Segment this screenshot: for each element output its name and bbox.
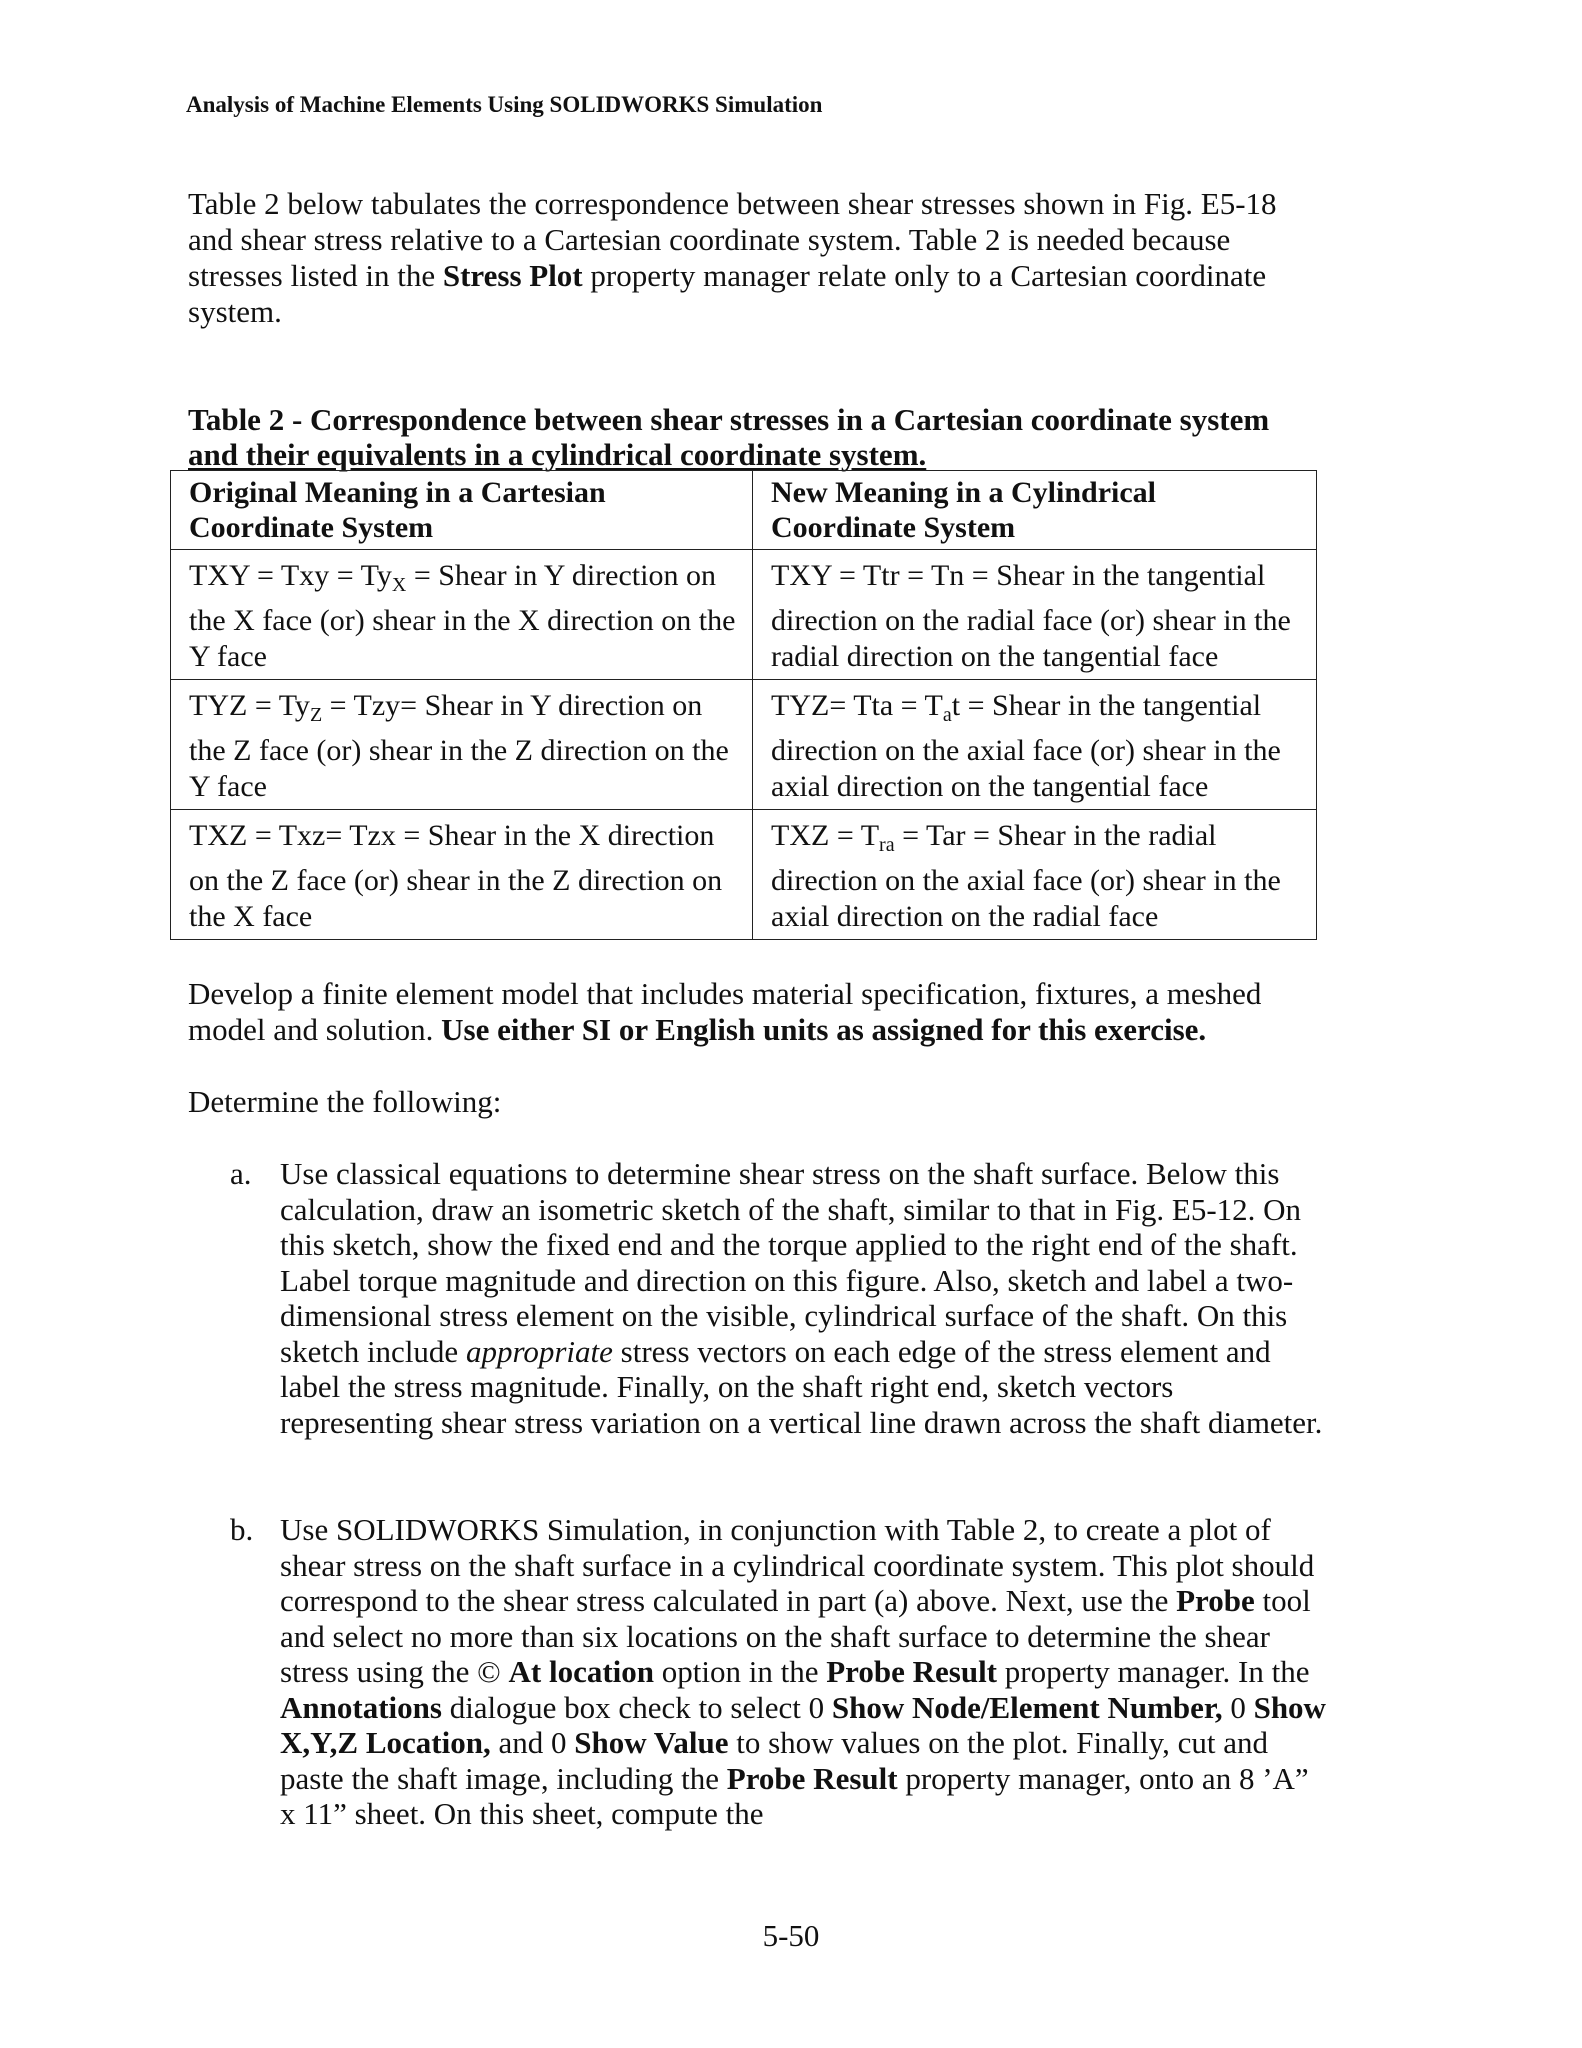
cartesian-cell [171, 810, 753, 940]
stress-plot-term: Stress Plot [442, 258, 583, 293]
cell-text: = [403, 819, 421, 852]
cell-subscript: X [391, 574, 407, 596]
cell-text: Tzy= Shear in Y direction on the Z face (or) shear in the Z direction on the Y face [189, 689, 729, 803]
cell-text [322, 689, 330, 722]
cylindrical-cell [753, 550, 1317, 680]
list-item-a [230, 1156, 1330, 1440]
cell-text: = [325, 819, 343, 852]
cell-text: TXY = Ttr [771, 559, 908, 592]
cell-subscript: ra [879, 834, 895, 856]
units-instruction: Use either SI or English units as assigned for this exercise. [441, 1012, 1207, 1047]
list-marker-a: a. [230, 1156, 252, 1191]
cell-text: = [900, 689, 918, 722]
item-b-text: to show values on the plot. Finally, cut and paste the shaft image, including the [280, 1725, 1269, 1796]
item-b-text: tool and select no more than six locations on the shaft surface to determine the shear stress using the © [280, 1583, 1311, 1689]
cell-text: TXZ = T [771, 819, 880, 852]
cell-subscript: a [942, 704, 952, 726]
cell-text: = [967, 689, 985, 722]
list-marker-b: b. [230, 1512, 254, 1547]
cell-text: TXY = Txy [189, 559, 337, 592]
item-a-text-2: stress vectors on each edge of the stress element and label the stress magnitude. Finally, on the shaft right end, sketch vectors representing shear stress variation on a vertical line drawn across the shaft diameter. [280, 1333, 1323, 1440]
table-caption-line-2: and their equivalents in a cylindrical coordinate system. [188, 437, 927, 472]
item-b-bold: Probe Result [826, 1654, 998, 1689]
cell-text: = [336, 559, 354, 592]
item-b-text: and 0 [490, 1725, 575, 1760]
item-b-bold: Show X,Y,Z Location, [280, 1689, 1326, 1760]
item-b-bold: Show Node/Element Number, [831, 1689, 1223, 1725]
cell-text: TYZ = Ty [189, 689, 310, 722]
task-list [230, 1156, 1330, 1440]
cell-text: Shear in the X direction on the Z face (or) shear in the Z direction on the X face [189, 819, 723, 933]
header-cartesian: Original Meaning in a Cartesian Coordinate System [171, 471, 753, 550]
item-b-bold: Annotations [280, 1689, 442, 1725]
cell-text: Tn [924, 559, 972, 592]
cell-text [895, 819, 903, 852]
cell-text: TXZ = Txz [189, 819, 326, 852]
page-number: 5-50 [762, 1918, 820, 1953]
header-cylindrical: New Meaning in a Cylindrical Coordinate System [753, 471, 1317, 550]
cartesian-cell [171, 680, 753, 810]
item-b-text: Use SOLIDWORKS Simulation, in conjunction with Table 2, to create a plot of shear stress on the shaft surface in a cylindrical coordinate system. This plot should correspond to the shear stress calculated in part (a) above. Next, use the [280, 1512, 1315, 1618]
table-caption-line-1: Table 2 - Correspondence between shear stresses in a Cartesian coordinate system [188, 402, 1270, 437]
table-header-row [171, 471, 1317, 550]
item-b-bold: Show Value [574, 1725, 729, 1760]
model-text: Develop a finite element model that includes material specification, fixtures, a meshed model and solution. [188, 976, 1262, 1047]
cell-text: Tar = Shear in the radial direction on the axial face (or) shear in the axial direction on the radial face [771, 819, 1281, 933]
table-row [171, 550, 1317, 680]
cell-text: Shear in Y direction on the X face (or) shear in the X direction on the Y face [189, 559, 736, 673]
intro-text-1: Table 2 below tabulates the correspondence between shear stresses shown in Fig. E5-18 and shear stress relative to a Cartesian coordinate system. Table 2 is needed because stresses listed in the [188, 186, 1277, 293]
cell-text: = [329, 689, 347, 722]
cell-text: TYZ= Tta [771, 689, 901, 722]
intro-paragraph [188, 186, 1328, 330]
cell-text: Shear in the tangential direction on the axial face (or) shear in the axial direction on the tangential face [771, 689, 1281, 803]
list-item-b [230, 1512, 1330, 1832]
cell-text: = [907, 559, 924, 592]
task-list-b [230, 1512, 1330, 1832]
item-b-text: option in the [654, 1654, 827, 1689]
intro-text-2: property manager relate only to a Cartesian coordinate system. [188, 258, 1267, 329]
item-b-bold: Probe Result [726, 1760, 898, 1796]
model-paragraph [188, 976, 1328, 1048]
table-row [171, 680, 1317, 810]
table-caption [188, 402, 1328, 472]
cell-text: = [902, 819, 919, 852]
cylindrical-cell [753, 810, 1317, 940]
item-b-text: dialogue box check to select 0 [441, 1689, 832, 1725]
item-b-bold: Probe [1176, 1583, 1255, 1618]
cell-text: Shear in the tangential direction on the radial face (or) shear in the radial direction on the tangential face [771, 559, 1291, 673]
determine-heading: Determine the following: [188, 1084, 502, 1119]
cell-text: = [413, 559, 431, 592]
cell-subscript: Z [309, 704, 323, 726]
item-b-text: property manager, onto an 8 ’A” x 11” sheet. On this sheet, compute the [280, 1760, 1309, 1831]
cell-text: = [971, 559, 989, 592]
shear-correspondence-table [170, 470, 1317, 940]
cell-text: t [951, 689, 968, 722]
cartesian-cell [171, 550, 753, 680]
item-b-text: 0 [1222, 1689, 1254, 1725]
cell-text: Tzx [342, 819, 404, 852]
item-a-text-1: Use classical equations to determine shear stress on the shaft surface. Below this calculation, draw an isometric sketch of the shaft, similar to that in Fig. E5-12. On this sketch, show the fixed end and the torque applied to the right end of the shaft. Label torque magnitude and direction on this figure. Also, sketch and label a two-dimensional stress element on the visible, cylindrical surface of the shaft. On this sketch include [280, 1156, 1302, 1369]
cell-text: Ty [353, 559, 392, 592]
item-b-bold: At location [508, 1654, 655, 1689]
item-b-text: property manager. In the [997, 1654, 1310, 1689]
table-row [171, 810, 1317, 940]
cylindrical-cell [753, 680, 1317, 810]
running-header: Analysis of Machine Elements Using SOLIDWORKS Simulation [186, 92, 823, 117]
cell-text: T [917, 689, 943, 722]
item-a-emphasis: appropriate [465, 1333, 613, 1369]
cell-text [406, 559, 414, 592]
